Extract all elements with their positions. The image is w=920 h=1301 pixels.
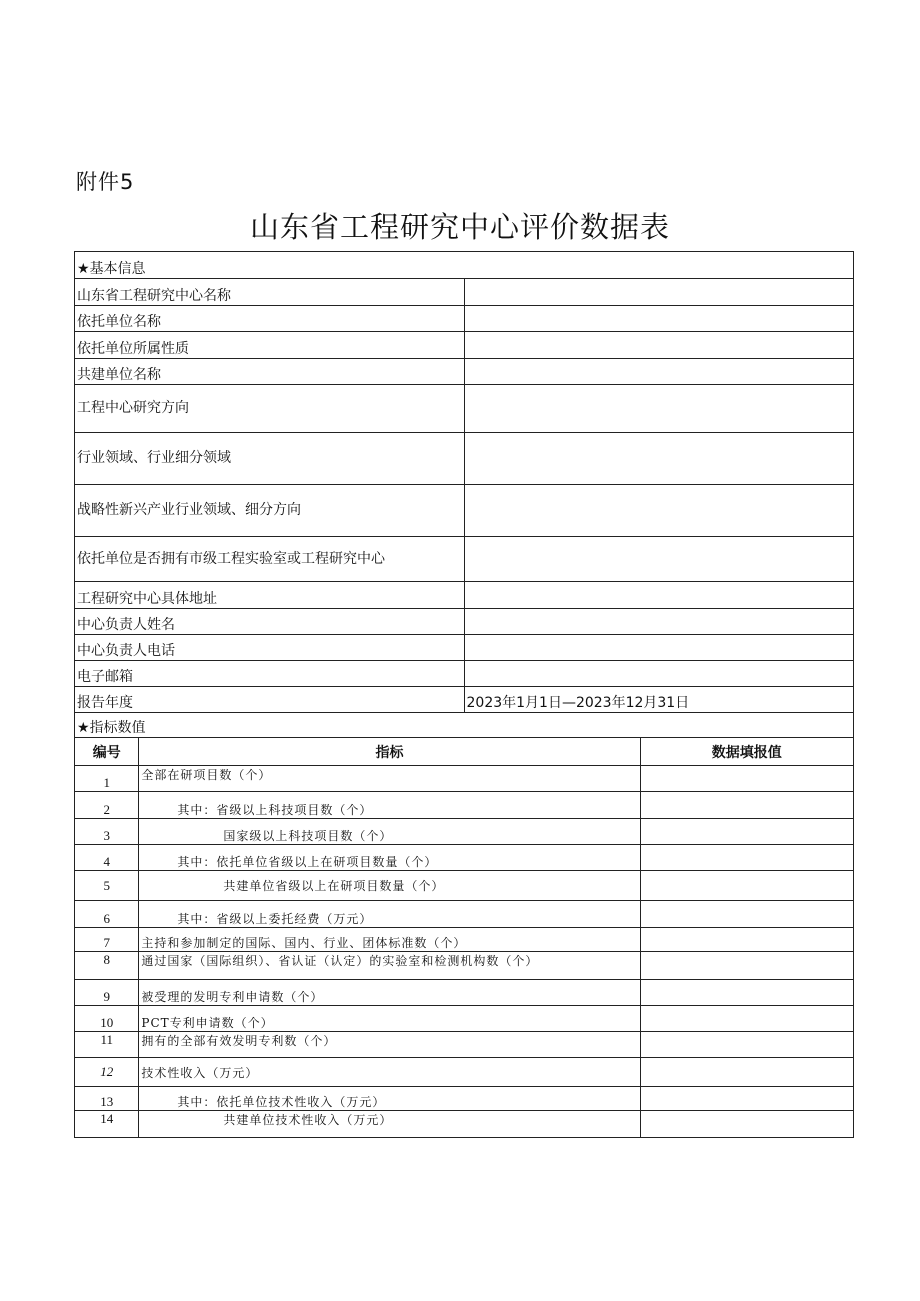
row-value[interactable] [640, 819, 853, 845]
label-city-lab: 依托单位是否拥有市级工程实验室或工程研究中心 [75, 537, 465, 582]
value-report-year[interactable]: 2023年1月1日—2023年12月31日 [464, 687, 854, 713]
col-header-indicator: 指标 [139, 738, 640, 766]
row-value[interactable] [640, 871, 853, 901]
row-num: 14 [75, 1111, 139, 1138]
row-num: 2 [75, 792, 139, 819]
table-row [75, 1058, 854, 1087]
row-indicator: 共建单位技术性收入（万元） [139, 1111, 640, 1138]
row-value[interactable] [640, 1087, 853, 1111]
value-leader-phone[interactable] [464, 635, 854, 661]
row-indicator: 其中：依托单位省级以上在研项目数量（个） [139, 845, 640, 871]
table-row [75, 766, 854, 792]
label-address: 工程研究中心具体地址 [75, 582, 465, 609]
col-header-value: 数据填报值 [640, 738, 853, 766]
table-row [75, 792, 854, 819]
label-center-name: 山东省工程研究中心名称 [75, 279, 465, 306]
value-strategic-industry[interactable] [464, 485, 854, 537]
label-co-builder: 共建单位名称 [75, 359, 465, 385]
page-title: 山东省工程研究中心评价数据表 [249, 210, 670, 244]
row-num: 8 [75, 952, 139, 980]
value-host-unit[interactable] [464, 306, 854, 332]
table-row [75, 1006, 854, 1032]
row-value[interactable] [640, 901, 853, 928]
table-row [75, 871, 854, 901]
value-center-name[interactable] [464, 279, 854, 306]
row-num: 13 [75, 1087, 139, 1111]
row-num: 6 [75, 901, 139, 928]
row-indicator: 国家级以上科技项目数（个） [139, 819, 640, 845]
row-num: 7 [75, 928, 139, 952]
row-num: 5 [75, 871, 139, 901]
attachment-label: 附件5 [76, 170, 135, 194]
table-row [75, 980, 854, 1006]
row-value[interactable] [640, 1058, 853, 1087]
label-host-unit-type: 依托单位所属性质 [75, 332, 465, 359]
row-value[interactable] [640, 952, 853, 980]
row-value[interactable] [640, 980, 853, 1006]
label-host-unit: 依托单位名称 [75, 306, 465, 332]
table-row [75, 819, 854, 845]
row-indicator: 共建单位省级以上在研项目数量（个） [139, 871, 640, 901]
table-row [75, 1032, 854, 1058]
row-num: 10 [75, 1006, 139, 1032]
row-indicator: 其中：省级以上科技项目数（个） [139, 792, 640, 819]
row-indicator: 主持和参加制定的国际、国内、行业、团体标准数（个） [139, 928, 640, 952]
row-indicator: 通过国家（国际组织）、省认证（认定）的实验室和检测机构数（个） [139, 952, 640, 980]
row-indicator: 拥有的全部有效发明专利数（个） [139, 1032, 640, 1058]
label-leader-name: 中心负责人姓名 [75, 609, 465, 635]
label-strategic-industry: 战略性新兴产业行业领域、细分方向 [75, 485, 465, 537]
row-num: 1 [75, 766, 139, 792]
label-research-direction: 工程中心研究方向 [75, 385, 465, 433]
value-city-lab[interactable] [464, 537, 854, 582]
row-value[interactable] [640, 928, 853, 952]
row-num: 11 [75, 1032, 139, 1058]
basic-section-header: ★基本信息 [75, 252, 854, 279]
row-num: 12 [75, 1058, 139, 1087]
row-indicator: PCT专利申请数（个） [139, 1006, 640, 1032]
value-email[interactable] [464, 661, 854, 687]
row-value[interactable] [640, 1111, 853, 1138]
table-row [75, 928, 854, 952]
row-value[interactable] [640, 1032, 853, 1058]
indicator-table [74, 737, 854, 1138]
row-indicator: 技术性收入（万元） [139, 1058, 640, 1087]
table-row [75, 1087, 854, 1111]
indicator-section-header: ★指标数值 [75, 713, 854, 738]
row-indicator: 其中：依托单位技术性收入（万元） [139, 1087, 640, 1111]
label-industry-field: 行业领域、行业细分领域 [75, 433, 465, 485]
row-indicator: 全部在研项目数（个） [139, 766, 640, 792]
label-leader-phone: 中心负责人电话 [75, 635, 465, 661]
value-address[interactable] [464, 582, 854, 609]
table-row [75, 952, 854, 980]
row-value[interactable] [640, 1006, 853, 1032]
row-num: 3 [75, 819, 139, 845]
row-indicator: 被受理的发明专利申请数（个） [139, 980, 640, 1006]
value-co-builder[interactable] [464, 359, 854, 385]
row-value[interactable] [640, 766, 853, 792]
col-header-num: 编号 [75, 738, 139, 766]
value-host-unit-type[interactable] [464, 332, 854, 359]
row-value[interactable] [640, 845, 853, 871]
label-report-year: 报告年度 [75, 687, 465, 713]
table-row [75, 845, 854, 871]
table-row [75, 1111, 854, 1138]
row-value[interactable] [640, 792, 853, 819]
row-num: 4 [75, 845, 139, 871]
basic-info-table [74, 251, 854, 738]
value-industry-field[interactable] [464, 433, 854, 485]
value-research-direction[interactable] [464, 385, 854, 433]
row-indicator: 其中：省级以上委托经费（万元） [139, 901, 640, 928]
row-num: 9 [75, 980, 139, 1006]
table-row [75, 901, 854, 928]
label-email: 电子邮箱 [75, 661, 465, 687]
value-leader-name[interactable] [464, 609, 854, 635]
